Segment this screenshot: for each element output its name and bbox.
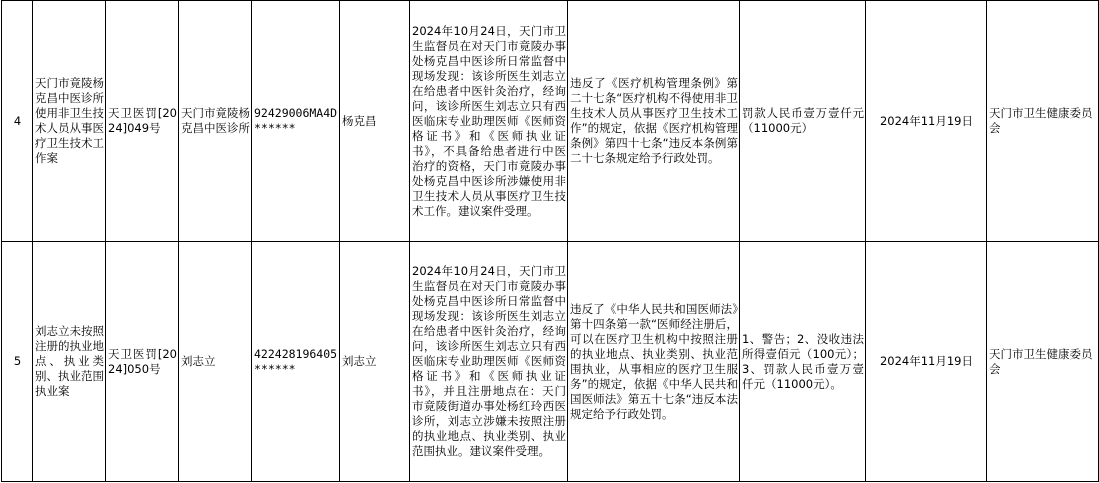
violation-facts-cell: 2024年10月24日，天门市卫生监督员在对天门市竟陵办事处杨克昌中医诊所日常监督中现场发现：该诊所医生刘志立在给患者中医针灸治疗，经询问，该诊所医生刘志立只有西医临床专业助理医师《医师资格证书》和《医师执业证书》，不具备给患者进行中医治疗的资格，天门市竟陵办事处杨克昌中医诊所涉嫌使用非卫生技术人员从事医疗卫生技术工作。建议案件受理。 (410, 1, 568, 242)
legal-representative-cell: 杨克昌 (340, 1, 410, 242)
penalty-table (1, 0, 1099, 482)
table-row (2, 242, 1099, 482)
table-row (2, 1, 1099, 242)
document-number-cell: 天卫医罚[2024]050号 (106, 242, 179, 482)
row-index: 5 (2, 242, 33, 482)
case-name-cell: 刘志立未按照注册的执业地点、执业类别、执业范围执业案 (33, 242, 106, 482)
authority-cell: 天门市卫生健康委员会 (987, 242, 1099, 482)
penalty-basis-cell: 违反了《医疗机构管理条例》第二十七条“医疗机构不得使用非卫生技术人员从事医疗卫生技术工作”的规定，依据《医疗机构管理条例》第四十七条“违反本条例第二十七条规定给予行政处罚。 (568, 1, 740, 242)
authority-cell: 天门市卫生健康委员会 (987, 1, 1099, 242)
row-index: 4 (2, 1, 33, 242)
penalty-content-cell: 罚款人民币壹万壹仟元（11000元） (740, 1, 866, 242)
decision-date-cell: 2024年11月19日 (866, 242, 987, 482)
credit-code-cell: 92429006MA4D****** (252, 1, 340, 242)
party-name-cell: 天门市竟陵杨克昌中医诊所 (179, 1, 252, 242)
party-name-cell: 刘志立 (179, 242, 252, 482)
penalty-basis-cell: 违反了《中华人民共和国医师法》第十四条第一款“医师经注册后，可以在医疗卫生机构中按照注册的执业地点、执业类别、执业范围执业，从事相应的医疗卫生服务”的规定，依据《中华人民共和国医师法》第五十七条“违反本法规定给予行政处罚。 (568, 242, 740, 482)
decision-date-cell: 2024年11月19日 (866, 1, 987, 242)
violation-facts-cell: 2024年10月24日，天门市卫生监督员在对天门市竟陵办事处杨克昌中医诊所日常监督中现场发现：该诊所医生刘志立在给患者中医针灸治疗，经询问，该诊所医生刘志立只有西医临床专业助理医师《医师资格证书》和《医师执业证书》，并且注册地点在：天门市竟陵街道办事处杨红玲西医诊所，刘志立涉嫌未按照注册的执业地点、执业类别、执业范围执业。建议案件受理。 (410, 242, 568, 482)
case-name-cell: 天门市竟陵杨克昌中医诊所使用非卫生技术人员从事医疗卫生技术工作案 (33, 1, 106, 242)
legal-representative-cell: 刘志立 (340, 242, 410, 482)
penalty-content-cell: 1、警告；2、没收违法所得壹佰元（100元）；3、罚款人民币壹万壹仟元（11000元）。 (740, 242, 866, 482)
document-number-cell: 天卫医罚[2024]049号 (106, 1, 179, 242)
credit-code-cell: 422428196405****** (252, 242, 340, 482)
